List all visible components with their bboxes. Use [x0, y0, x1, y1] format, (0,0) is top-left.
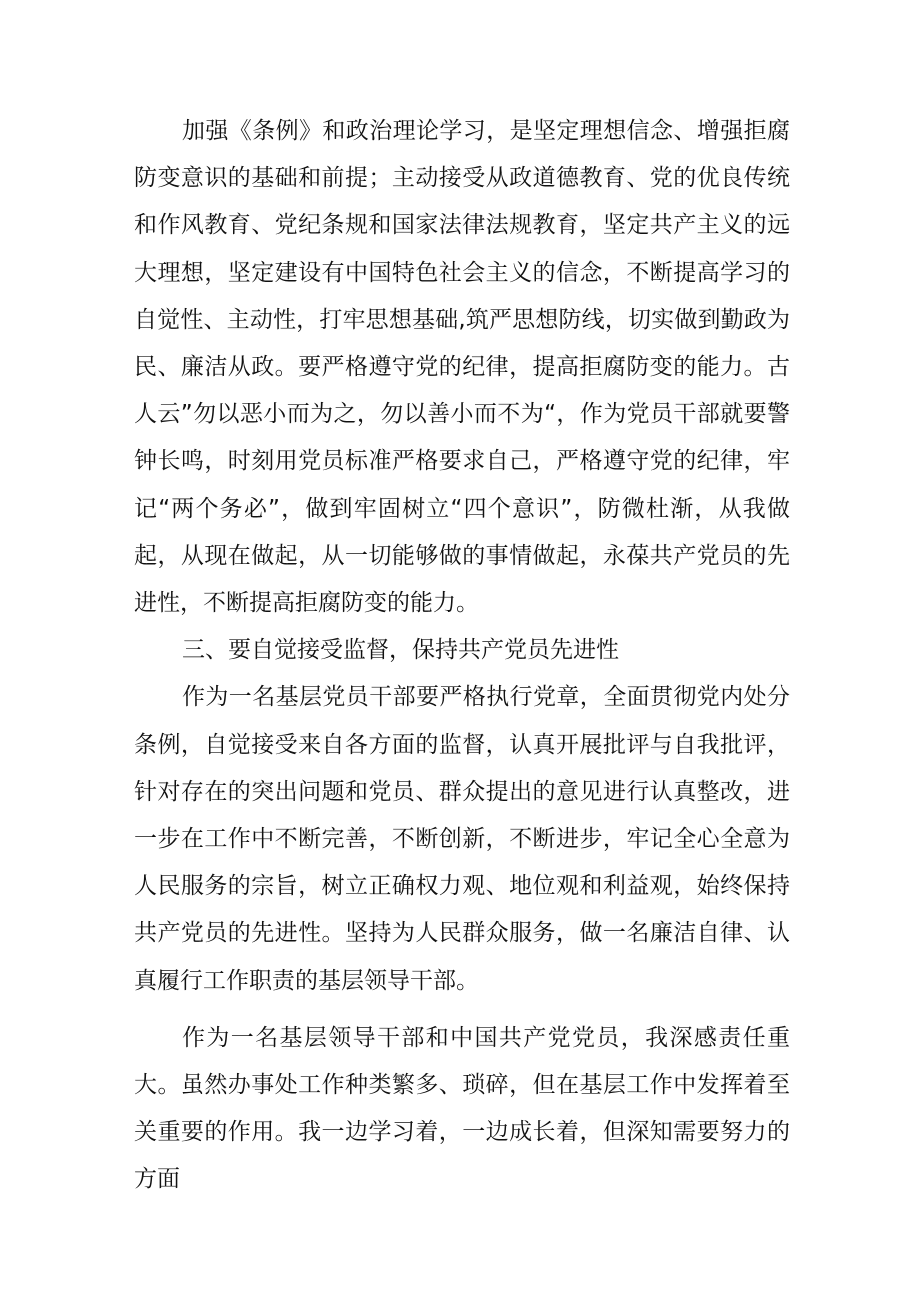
paragraph-responsibility: 作为一名基层领导干部和中国共产党党员，我深感责任重大。虽然办事处工作种类繁多、琐碎，但在基层工作中发挥着至关重要的作用。我一边学习着，一边成长着，但深知需要努力的方面: [134, 1024, 790, 1193]
paragraph-study-regulations: 加强《条例》和政治理论学习，是坚定理想信念、增强拒腐防变意识的基础和前提；主动接受从政道德教育、党的优良传统和作风教育、党纪条规和国家法律法规教育，坚定共产主义的远大理想，坚定建设有中国特色社会主义的信念，不断提高学习的自觉性、主动性，打牢思想基础,筑严思想防线，切实做到勤政为民、廉洁从政。要严格遵守党的纪律，提高拒腐防变的能力。古人云”勿以恶小而为之，勿以善小而不为“，作为党员干部就要警钟长鸣，时刻用党员标准严格要求自己，严格遵守党的纪律，牢记“两个务必”，做到牢固树立“四个意识”，防微杜渐，从我做起，从现在做起，从一切能够做的事情做起，永葆共产党员的先进性，不断提高拒腐防变的能力。: [134, 118, 790, 617]
document-body: [134, 108, 790, 1204]
section-heading-accept-supervision: 三、要自觉接受监督，保持共产党员先进性: [182, 637, 619, 664]
paragraph-accept-supervision: 作为一名基层党员干部要严格执行党章，全面贯彻党内处分条例，自觉接受来自各方面的监督，认真开展批评与自我批评，针对存在的突出问题和党员、群众提出的意见进行认真整改，进一步在工作中不断完善，不断创新，不断进步，牢记全心全意为人民服务的宗旨，树立正确权力观、地位观和利益观，始终保持共产党员的先进性。坚持为人民群众服务，做一名廉洁自律、认真履行工作职责的基层领导干部。: [134, 684, 790, 994]
